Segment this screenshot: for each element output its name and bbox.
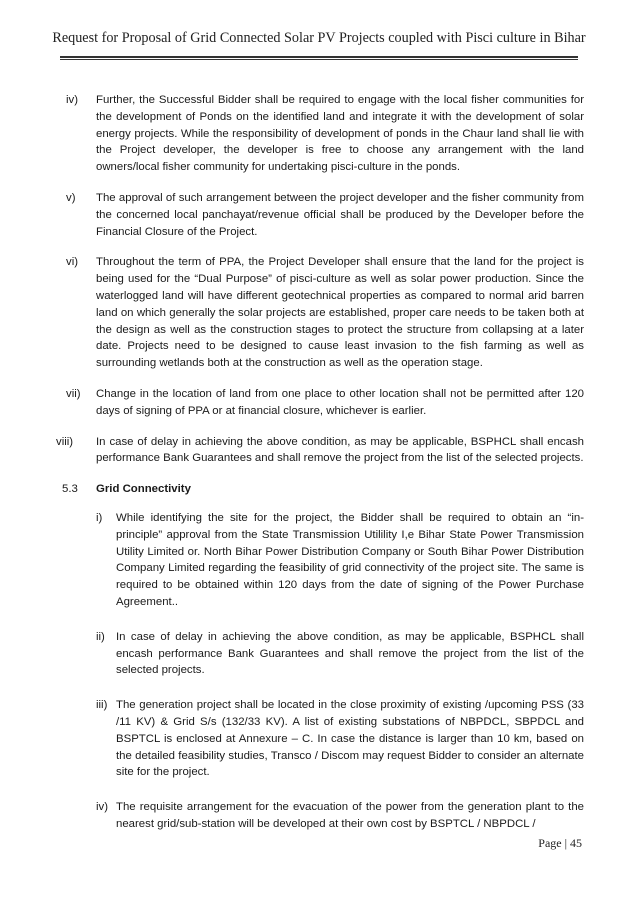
section-number: 5.3 xyxy=(62,483,78,496)
list-item xyxy=(62,190,584,240)
list-item xyxy=(62,386,584,420)
section-heading xyxy=(62,481,584,498)
page-number: Page | 45 xyxy=(538,836,582,850)
sub-item-number: iii) xyxy=(96,699,108,712)
list-item xyxy=(62,254,584,372)
document-body xyxy=(56,92,584,851)
sub-item-number: iv) xyxy=(96,801,109,814)
item-number: v) xyxy=(66,191,76,204)
header-rule xyxy=(60,56,578,60)
item-number: iv) xyxy=(66,94,79,106)
item-text: Throughout the term of PPA, the Project Developer shall ensure that the land for the project is being used for the “Dual Purpose” of pisci-culture as well as solar power production. Since the waterlogged land will have different geotechnical properties as compared to normal arid barren land on which generally the solar projects are established, proper care needs to be taken both at the design as well as the construction stages to protect the structure from collapsing at a later date. Projects need to be designed to cause least invasion to the fish farming as well as surrounding wetlands both at the construction as well as the operation stage. xyxy=(96,256,584,370)
item-text: Further, the Successful Bidder shall be required to engage with the local fisher communities for the development of Ponds on the identified land and integrate it with the development of solar energy projects. While the responsibility of development of ponds in the Chaur land shall lie with the Project developer, the developer is free to choose any arrangement with the land owners/local fisher community for undertaking pisci-culture in the ponds. xyxy=(96,94,584,174)
sub-item-text: In case of delay in achieving the above condition, as may be applicable, BSPHCL shall encash performance Bank Guarantees and shall remove the project from the list of the selected projects. xyxy=(116,630,584,677)
item-number: vi) xyxy=(66,256,79,269)
sub-item-text: The requisite arrangement for the evacuation of the power from the generation plant to the nearest grid/sub-station will be developed at their own cost by BSPTCL / NBPDCL / xyxy=(116,801,584,830)
sub-list-item xyxy=(62,697,584,781)
sub-list-item xyxy=(62,629,584,679)
sub-list-item xyxy=(62,799,584,833)
list-item xyxy=(56,434,584,468)
sub-item-text: While identifying the site for the project, the Bidder shall be required to obtain an “in-principle” approval from the State Transmission Utilility I,e Bihar State Power Transmission Utility Limited or. North Bihar Power Distribution Company or South Bihar Power Distribution Company Limited regarding the feasibility of grid connectivity of the project site. The same is required to be obtained within 120 days from the date of signing of the Power Purchase Agreement.. xyxy=(116,511,584,608)
sub-item-number: i) xyxy=(96,511,103,524)
list-item xyxy=(62,92,584,176)
sub-list-item xyxy=(62,510,584,611)
page-header: Request for Proposal of Grid Connected Solar PV Projects coupled with Pisci culture in Bihar xyxy=(52,30,586,46)
item-number: viii) xyxy=(56,435,74,448)
item-text: Change in the location of land from one place to other location shall not be permitted after 120 days of signing of PPA or at financial closure, whichever is earlier. xyxy=(96,387,584,417)
item-number: vii) xyxy=(66,387,81,400)
section-title: Grid Connectivity xyxy=(96,483,191,496)
item-text: In case of delay in achieving the above condition, as may be applicable, BSPHCL shall encash performance Bank Guarantees and shall remove the project from the list of the selected projects. xyxy=(96,435,584,465)
sub-item-text: The generation project shall be located in the close proximity of existing /upcoming PSS (33 /11 KV) & Grid S/s (132/33 KV). A list of existing substations of NBPDCL, SBPDCL and BSPTCL is enclosed at Annexure – C. In case the distance is larger than 10 km, based on the detailed feasibility studies, Transco / Discom may request Bidder to consider an alternate site for the project. xyxy=(116,699,584,779)
sub-item-number: ii) xyxy=(96,630,105,643)
item-text: The approval of such arrangement between the project developer and the fisher community from the concerned local panchayat/revenue official shall be produced by the Developer before the Financial Closure of the Project. xyxy=(96,191,584,238)
